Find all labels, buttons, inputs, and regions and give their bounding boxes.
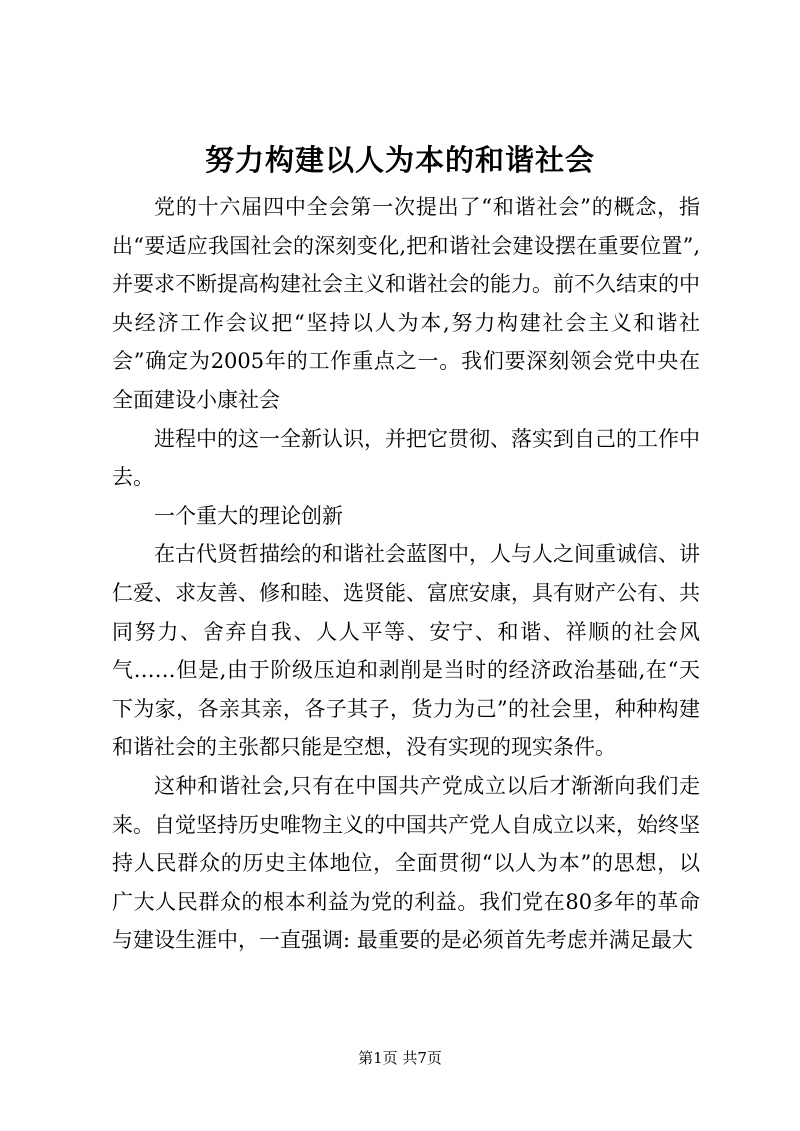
- paragraph-intro: 党的十六届四中全会第一次提出了“和谐社会”的概念，指出“要适应我国社会的深刻变化,把和谐社会建设摆在重要位置”,并要求不断提高构建社会主义和谐社会的能力。前不久结束的中央经济工作会议把“坚持以人为本,努力构建社会主义和谐社会”确定为2005年的工作重点之一。我们要深刻领会党中央在全面建设小康社会: [112, 195, 700, 412]
- page-footer: 第1页 共7页: [358, 1049, 442, 1067]
- document-body: [112, 188, 700, 960]
- paragraph-continuation: 进程中的这一全新认识，并把它贯彻、落实到自己的工作中去。: [112, 426, 700, 490]
- paragraph-ancient: 在古代贤哲描绘的和谐社会蓝图中，人与人之间重诚信、讲仁爱、求友善、修和睦、选贤能、富庶安康，具有财产公有、共同努力、舍弃自我、人人平等、安宁、和谐、祥顺的社会风气……但是,由于阶级压迫和剥削是当时的经济政治基础,在“天下为家，各亲其亲，各子其子，货力为己”的社会里，种种构建和谐社会的主张都只能是空想，没有实现的现实条件。: [112, 542, 700, 760]
- document-title: 努力构建以人为本的和谐社会: [204, 143, 595, 177]
- section-heading: 一个重大的理论创新: [154, 503, 343, 528]
- paragraph-party: 这种和谐社会,只有在中国共产党成立以后才渐渐向我们走来。自觉坚持历史唯物主义的中国共产党人自成立以来，始终坚持人民群众的历史主体地位，全面贯彻“以人为本”的思想，以广大人民群众的根本利益为党的利益。我们党在80多年的革命与建设生涯中，一直强调: 最重要的是必须首先考虑并满足最大: [112, 773, 700, 953]
